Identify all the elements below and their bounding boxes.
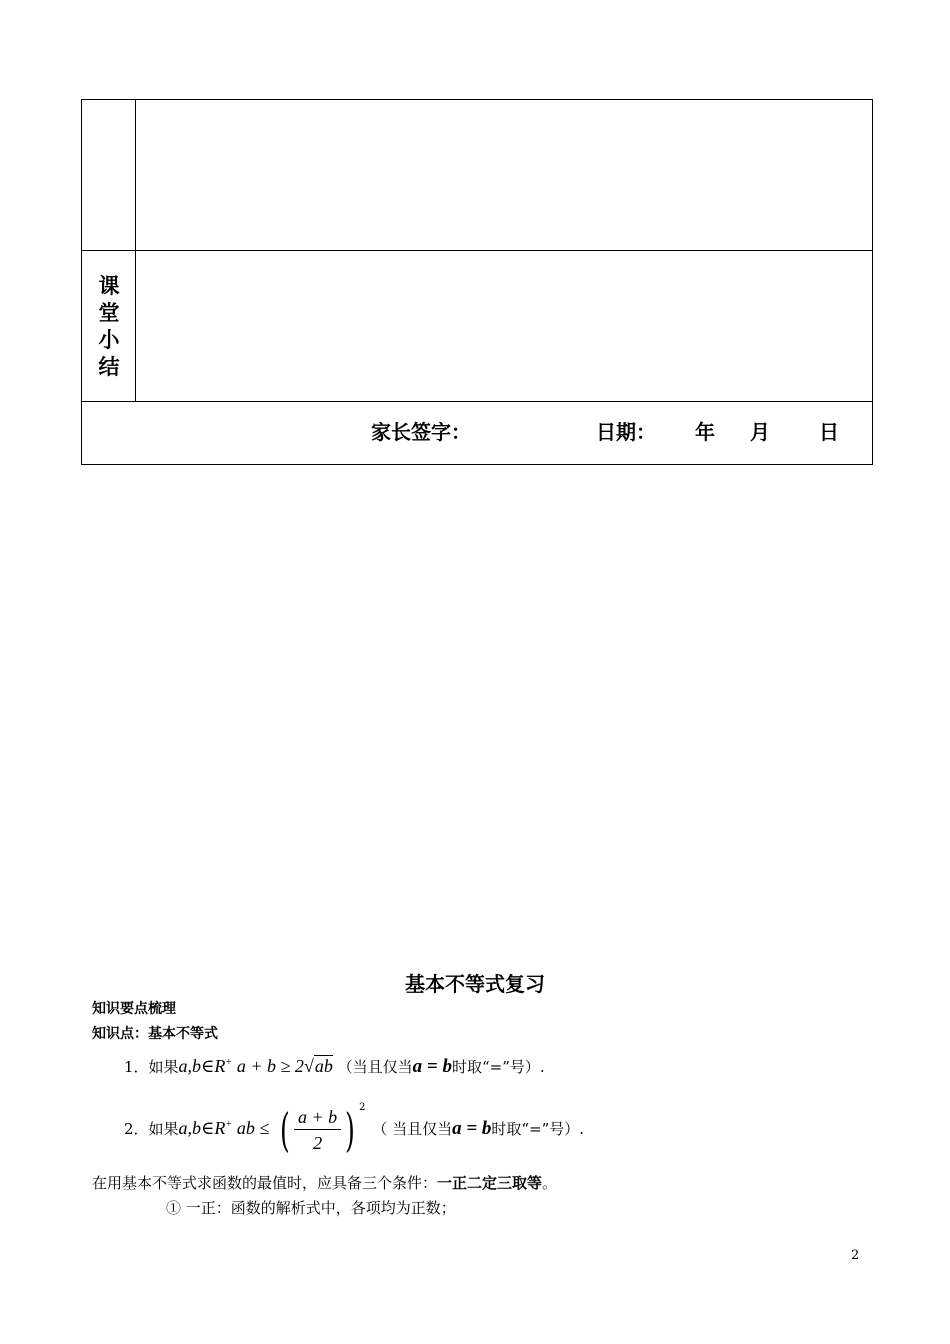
equality-note-suffix: 时取“=”号）.	[491, 1120, 585, 1138]
date-label: 日期：	[596, 420, 656, 444]
summary-label	[82, 273, 136, 381]
condition-expression: a,b∈R+	[178, 1056, 233, 1076]
equality-note-prefix: （当且仅当	[337, 1058, 413, 1076]
table-row	[82, 251, 872, 402]
parent-signature-label: 家长签字：	[371, 420, 471, 444]
condition-expression: a,b∈R+	[178, 1118, 233, 1138]
equality-condition: a = b	[412, 1056, 452, 1077]
table-content-cell	[136, 100, 872, 250]
inequality-lhs: ab ≤	[236, 1118, 270, 1138]
fraction-denominator: 2	[313, 1133, 323, 1153]
equality-note-suffix: 时取“=”号）.	[451, 1058, 545, 1076]
summary-label-char: 堂	[98, 301, 120, 325]
conditions-paragraph: 在用基本不等式求函数的最值时，应具备三个条件：一正二定三取等。	[92, 1174, 558, 1192]
section-heading: 知识要点梳理	[92, 1001, 176, 1017]
inequality-item-2	[124, 1102, 585, 1157]
equality-condition: a = b	[452, 1118, 492, 1139]
summary-label-char: 课	[98, 274, 120, 298]
summary-label-char: 结	[98, 355, 120, 379]
conditions-keyword: 一正二定三取等	[437, 1174, 543, 1192]
item-number: 1．如果	[124, 1058, 179, 1076]
inequality-item-1	[124, 1052, 545, 1078]
year-label: 年	[695, 420, 715, 444]
table-row	[82, 100, 872, 251]
summary-label-char: 小	[98, 328, 120, 352]
fraction-numerator: a + b	[294, 1106, 341, 1130]
condition-one-text: ① 一正：函数的解析式中，各项均为正数；	[166, 1199, 456, 1217]
fraction-expression: ( $\frac{a + b}{2}$ ) $^2$	[280, 1102, 366, 1157]
knowledge-point-heading: 知识点：基本不等式	[92, 1026, 218, 1042]
exponent: 2	[359, 1102, 366, 1113]
inequality-formula: a + b ≥ 2√ab	[236, 1056, 333, 1076]
page-number: 2	[851, 1248, 860, 1263]
signature-row	[82, 402, 872, 465]
item-number: 2．如果	[124, 1120, 179, 1138]
month-label: 月	[750, 420, 770, 444]
equality-note-prefix: （ 当且仅当	[372, 1120, 453, 1138]
table-label-cell	[82, 251, 136, 401]
summary-content-cell	[136, 251, 872, 401]
document-title: 基本不等式复习	[405, 972, 545, 996]
lesson-summary-table	[81, 99, 873, 465]
table-label-cell	[82, 100, 136, 250]
day-label: 日	[819, 420, 839, 444]
